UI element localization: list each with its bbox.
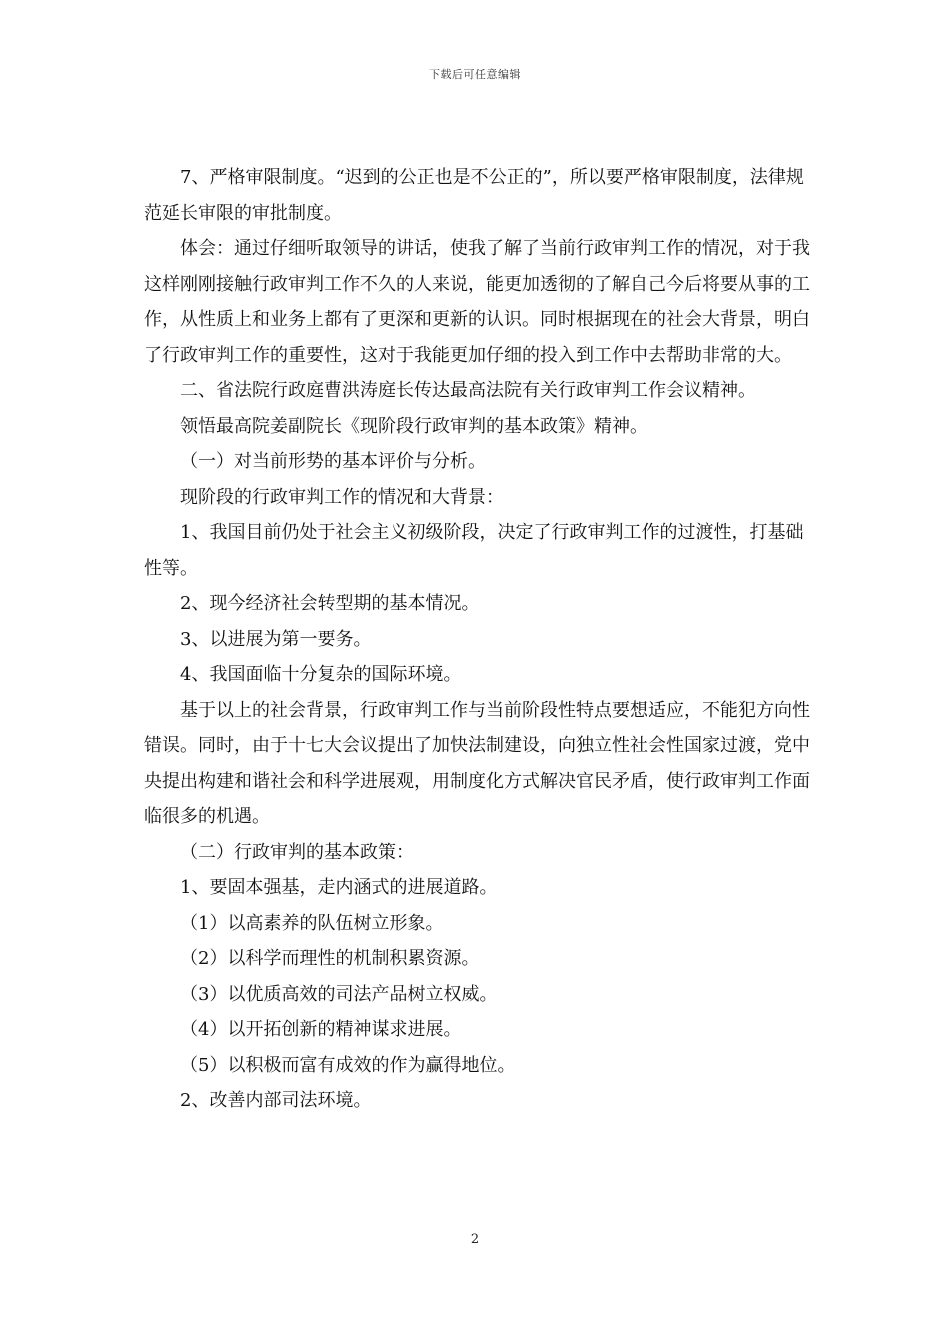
paragraph: 2、现今经济社会转型期的基本情况。 bbox=[180, 593, 480, 614]
paragraph: （2）以科学而理性的机制积累资源。 bbox=[180, 948, 480, 969]
paragraph: 3、以进展为第一要务。 bbox=[180, 628, 372, 650]
paragraph: 二、省法院行政庭曹洪涛庭长传达最高法院有关行政审判工作会议精神。 bbox=[180, 380, 756, 401]
paragraph: 现阶段的行政审判工作的情况和大背景： bbox=[180, 486, 504, 508]
paragraph: （二）行政审判的基本政策： bbox=[180, 841, 414, 863]
paragraph: （3）以优质高效的司法产品树立权威。 bbox=[180, 983, 498, 1005]
paragraph: （5）以积极而富有成效的作为赢得地位。 bbox=[180, 1054, 516, 1076]
paragraph: 1、要固本强基，走内涵式的进展道路。 bbox=[180, 877, 498, 898]
paragraph: （一）对当前形势的基本评价与分析。 bbox=[180, 451, 486, 472]
paragraph: 7、严格审限制度。“迟到的公正也是不公正的”，所以要严格审限制度，法律规范延长审限的审批制度。 bbox=[144, 167, 804, 224]
paragraph: 体会：通过仔细听取领导的讲话，使我了解了当前行政审判工作的情况，对于我这样刚刚接触行政审判工作不久的人来说，能更加透彻的了解自己今后将要从事的工作，从性质上和业务上都有了更深和更新的认识。同时根据现在的社会大背景，明白了行政审判工作的重要性，这对于我能更加仔细的投入到工作中去帮助非常的大。 bbox=[144, 238, 810, 366]
paragraph: 2、改善内部司法环境。 bbox=[180, 1090, 372, 1111]
paragraph: 4、我国面临十分复杂的国际环境。 bbox=[180, 664, 462, 685]
document-body bbox=[144, 160, 816, 1119]
page-header: 下载后可任意编辑 bbox=[429, 68, 521, 81]
paragraph: 领悟最高院姜副院长《现阶段行政审判的基本政策》精神。 bbox=[180, 415, 648, 437]
paragraph: 基于以上的社会背景，行政审判工作与当前阶段性特点要想适应，不能犯方向性错误。同时，由于十七大会议提出了加快法制建设，向独立性社会性国家过渡，党中央提出构建和谐社会和科学进展观，用制度化方式解决官民矛盾，使行政审判工作面临很多的机遇。 bbox=[144, 699, 810, 827]
paragraph: （4）以开拓创新的精神谋求进展。 bbox=[180, 1019, 462, 1040]
paragraph: （1）以高素养的队伍树立形象。 bbox=[180, 912, 444, 934]
paragraph: 1、我国目前仍处于社会主义初级阶段，决定了行政审判工作的过渡性，打基础性等。 bbox=[144, 522, 804, 579]
page-number: 2 bbox=[470, 1232, 480, 1247]
